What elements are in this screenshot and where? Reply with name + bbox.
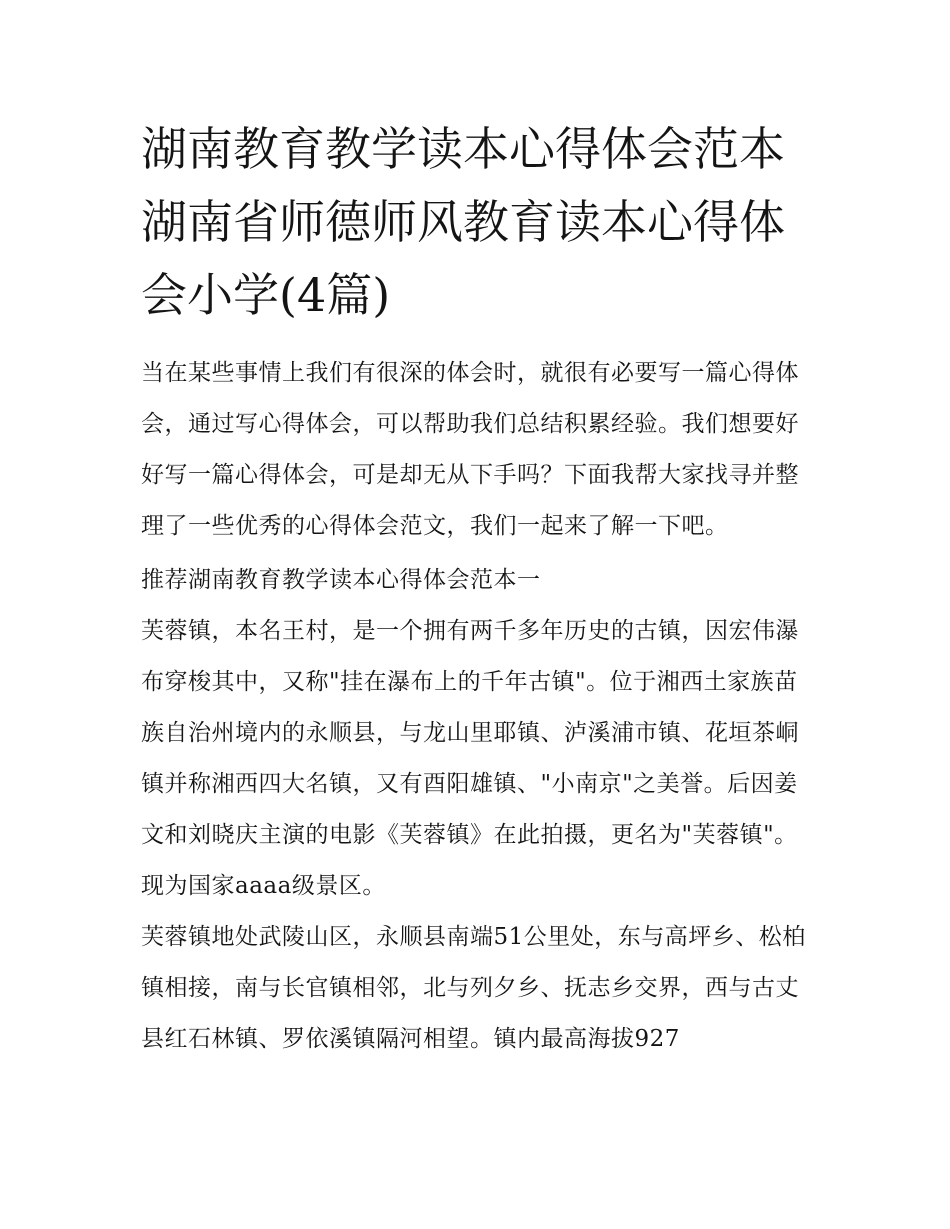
document-title: 湖南教育教学读本心得体会范本 湖南省师德师风教育读本心得体会小学(4篇) bbox=[141, 122, 785, 322]
body-paragraph-1: 芙蓉镇，本名王村，是一个拥有两千多年历史的古镇，因宏伟瀑布穿梭其中，又称"挂在瀑布上的千年古镇"。位于湘西土家族苗族自治州境内的永顺县，与龙山里耶镇、泸溪浦市镇、花垣茶峒镇并称湘西四大名镇，又有酉阳雄镇、"小南京"之美誉。后因姜文和刘晓庆主演的电影《芙蓉镇》在此拍摄，更名为"芙蓉镇"。现为国家aaaa级景区。 bbox=[141, 618, 799, 899]
document-body bbox=[141, 113, 813, 1065]
section-heading: 推荐湖南教育教学读本心得体会范本一 bbox=[141, 567, 541, 593]
intro-paragraph: 当在某些事情上我们有很深的体会时，就很有必要写一篇心得体会，通过写心得体会，可以帮助我们总结积累经验。我们想要好好写一篇心得体会，可是却无从下手吗？下面我帮大家找寻并整理了一些优秀的心得体会范文，我们一起来了解一下吧。 bbox=[141, 360, 799, 539]
body-paragraph-2: 芙蓉镇地处武陵山区，永顺县南端51公里处，东与高坪乡、松柏镇相接，南与长官镇相邻，北与列夕乡、抚志乡交界，西与古丈县红石林镇、罗依溪镇隔河相望。镇内最高海拔927 bbox=[141, 924, 806, 1052]
